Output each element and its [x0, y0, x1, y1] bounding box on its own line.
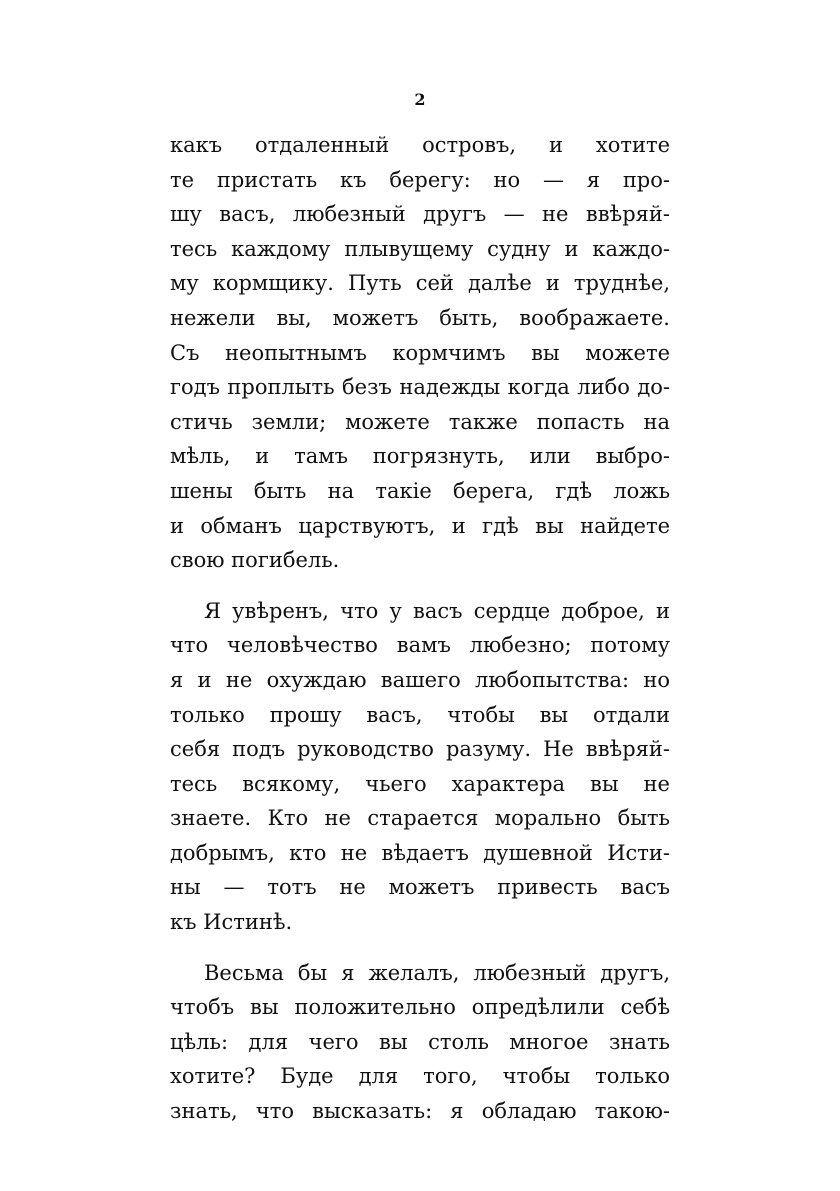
text-line: къ Истинѣ.	[170, 910, 293, 935]
text-line: я и не охуждаю вашего любопытства: но	[170, 667, 670, 692]
text-line: свою погибель.	[170, 548, 340, 573]
text-line: цѣль: для чего вы столь многое знать	[170, 1029, 670, 1054]
text-line: нежели вы, можетъ быть, воображаете.	[170, 305, 670, 330]
text-line: знаете. Кто не старается морально быть	[170, 806, 670, 831]
text-line: добрымъ, кто не вѣдаетъ душевной Исти-	[170, 840, 670, 865]
text-line: и обманъ царствуютъ, и гдѣ вы найдете	[170, 513, 670, 538]
text-line: те пристать къ берегу: но — я про-	[170, 167, 670, 192]
text-line: тесь каждому плывущему судну и каждо-	[170, 236, 670, 261]
paragraph-3	[170, 956, 670, 1129]
text-line: му кормщику. Путь сей далѣе и труднѣе,	[170, 271, 670, 296]
paragraph-1	[170, 128, 670, 578]
text-line: ны — тотъ не можетъ привесть васъ	[170, 875, 670, 900]
text-line: знать, что высказать: я обладаю такою-	[170, 1099, 670, 1124]
text-line: шены быть на такіе берега, гдѣ ложь	[170, 478, 670, 503]
text-line: себя подъ руководство разуму. Не ввѣряй-	[170, 737, 670, 762]
text-line: шу васъ, любезный другъ — не ввѣряй-	[170, 202, 670, 227]
text-line: чтобъ вы положительно опредѣлили себѣ	[170, 995, 670, 1020]
text-line: что человѣчество вамъ любезно; потому	[170, 633, 670, 658]
text-line: Весьма бы я желалъ, любезный другъ,	[204, 960, 670, 985]
text-line: только прошу васъ, чтобы вы отдали	[170, 702, 670, 727]
text-line: мѣль, и тамъ погрязнуть, или выбро-	[170, 444, 670, 469]
text-line: тесь всякому, чьего характера вы не	[170, 771, 670, 796]
text-line: хотите? Буде для того, чтобы только	[170, 1064, 670, 1089]
body-text	[170, 128, 670, 1129]
text-line: стичь земли; можете также попасть на	[170, 409, 670, 434]
page-number: 2	[414, 90, 426, 109]
text-line: годъ проплыть безъ надежды когда либо до-	[170, 375, 670, 400]
text-line: Я увѣренъ, что у васъ сердце доброе, и	[204, 598, 670, 623]
text-line: Съ неопытнымъ кормчимъ вы можете	[170, 340, 670, 365]
paragraph-2	[170, 594, 670, 940]
text-line: какъ отдаленный островъ, и хотите	[170, 133, 670, 157]
